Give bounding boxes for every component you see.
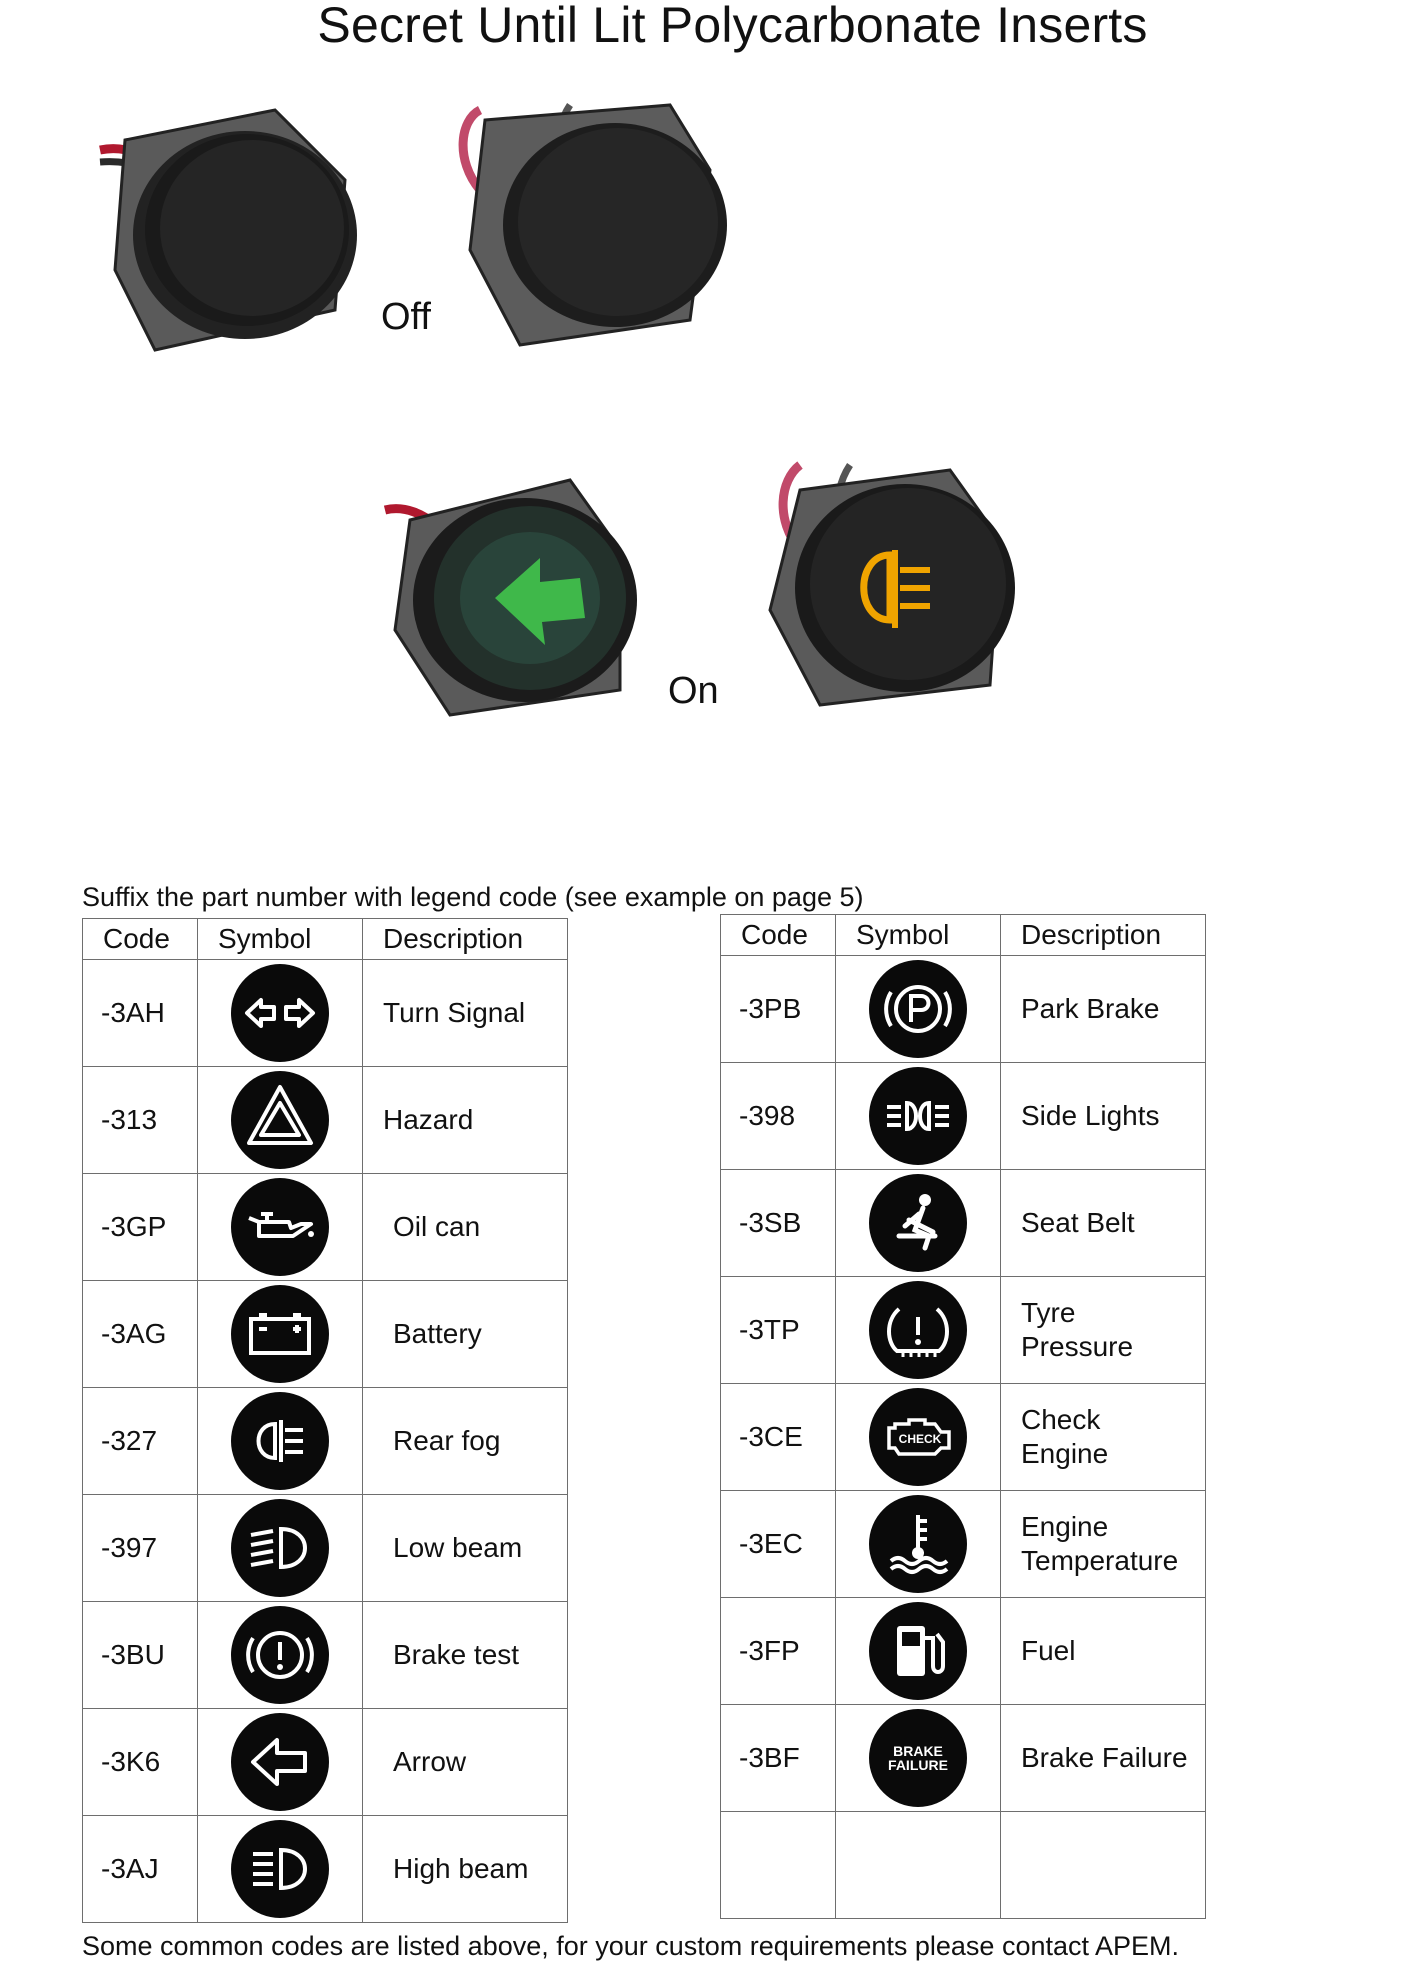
brake-failure-icon <box>869 1709 967 1807</box>
table-row <box>721 1063 1206 1170</box>
table-row <box>721 1277 1206 1384</box>
description-cell: Arrow <box>363 1709 568 1816</box>
table-row <box>721 956 1206 1063</box>
description-header: Description <box>1001 915 1206 956</box>
description-cell: Brake test <box>363 1602 568 1709</box>
high-beam-icon <box>231 1820 329 1918</box>
table-row <box>721 1384 1206 1491</box>
symbol-header: Symbol <box>836 915 1001 956</box>
code-cell: -3TP <box>721 1277 836 1384</box>
check-engine-icon <box>869 1388 967 1486</box>
switch-on-photo-arrow <box>380 470 645 720</box>
code-cell: -3BF <box>721 1705 836 1812</box>
brake-test-icon <box>231 1606 329 1704</box>
table-row <box>83 960 568 1067</box>
code-cell: -3SB <box>721 1170 836 1277</box>
code-cell: -397 <box>83 1495 198 1602</box>
code-cell: -3AH <box>83 960 198 1067</box>
switch-off-photo-2 <box>440 100 735 350</box>
table-row <box>83 1602 568 1709</box>
code-cell: -3AJ <box>83 1816 198 1923</box>
table-header-row <box>83 919 568 960</box>
hazard-icon <box>231 1071 329 1169</box>
off-label: Off <box>381 296 431 338</box>
check-engine-icon-text: CHECK <box>898 1432 942 1446</box>
table-row <box>83 1495 568 1602</box>
fuel-icon <box>869 1602 967 1700</box>
code-cell: -3EC <box>721 1491 836 1598</box>
description-header: Description <box>363 919 568 960</box>
code-cell: -3CE <box>721 1384 836 1491</box>
code-cell: -3PB <box>721 956 836 1063</box>
brake-failure-icon-text-2: FAILURE <box>888 1757 948 1773</box>
battery-icon <box>231 1285 329 1383</box>
page-title: Secret Until Lit Polycarbonate Inserts <box>317 0 1148 53</box>
description-line-1: Engine <box>1021 1511 1109 1542</box>
table-header-row <box>721 915 1206 956</box>
description-line-2: Temperature <box>1021 1545 1179 1576</box>
code-cell: -398 <box>721 1063 836 1170</box>
seat-belt-icon <box>869 1174 967 1272</box>
code-cell: -3BU <box>83 1602 198 1709</box>
legend-table-left <box>82 918 568 1923</box>
description-cell: Brake Failure <box>1001 1705 1206 1812</box>
table-row <box>83 1174 568 1281</box>
description-cell: Turn Signal <box>363 960 568 1067</box>
low-beam-icon <box>231 1499 329 1597</box>
description-cell: Oil can <box>363 1174 568 1281</box>
description-line-2: Pressure <box>1021 1331 1134 1362</box>
code-cell: -327 <box>83 1388 198 1495</box>
legend-table-right <box>720 914 1206 1919</box>
switch-off-photo-1 <box>95 100 365 355</box>
arrow-icon <box>231 1713 329 1811</box>
table-row <box>83 1067 568 1174</box>
tyre-pressure-icon <box>869 1281 967 1379</box>
description-cell: Rear fog <box>363 1388 568 1495</box>
description-line-2: Engine <box>1021 1438 1109 1469</box>
oil-can-icon <box>231 1178 329 1276</box>
code-cell: -313 <box>83 1067 198 1174</box>
table-row <box>83 1709 568 1816</box>
table-row <box>721 1491 1206 1598</box>
description-cell: Battery <box>363 1281 568 1388</box>
footer-note: Some common codes are listed above, for your custom requirements please contact APEM. <box>82 1931 1180 1961</box>
code-cell: -3FP <box>721 1598 836 1705</box>
description-cell: Hazard <box>363 1067 568 1174</box>
description-cell: Seat Belt <box>1001 1170 1206 1277</box>
description-line-1: Tyre <box>1021 1297 1076 1328</box>
turn-signal-icon <box>231 964 329 1062</box>
engine-temperature-icon <box>869 1495 967 1593</box>
side-lights-icon <box>869 1067 967 1165</box>
description-cell: Park Brake <box>1001 956 1206 1063</box>
code-cell: -3GP <box>83 1174 198 1281</box>
table-row <box>83 1388 568 1495</box>
table-row <box>721 1598 1206 1705</box>
on-label: On <box>668 670 719 712</box>
switch-on-photo-rear-fog <box>740 460 1015 710</box>
description-cell: Side Lights <box>1001 1063 1206 1170</box>
code-cell: -3K6 <box>83 1709 198 1816</box>
description-cell: Fuel <box>1001 1598 1206 1705</box>
symbol-header: Symbol <box>198 919 363 960</box>
code-header: Code <box>721 915 836 956</box>
description-cell: Low beam <box>363 1495 568 1602</box>
rear-fog-icon <box>231 1392 329 1490</box>
table-row <box>721 1705 1206 1812</box>
table-row <box>83 1281 568 1388</box>
brake-failure-icon-text-1: BRAKE <box>893 1743 943 1759</box>
code-cell: -3AG <box>83 1281 198 1388</box>
suffix-note: Suffix the part number with legend code (see example on page 5) <box>82 882 864 912</box>
table-row <box>721 1170 1206 1277</box>
table-row-empty <box>721 1812 1206 1919</box>
table-row <box>83 1816 568 1923</box>
description-cell: High beam <box>363 1816 568 1923</box>
code-header: Code <box>83 919 198 960</box>
park-brake-icon <box>869 960 967 1058</box>
description-line-1: Check <box>1021 1404 1101 1435</box>
